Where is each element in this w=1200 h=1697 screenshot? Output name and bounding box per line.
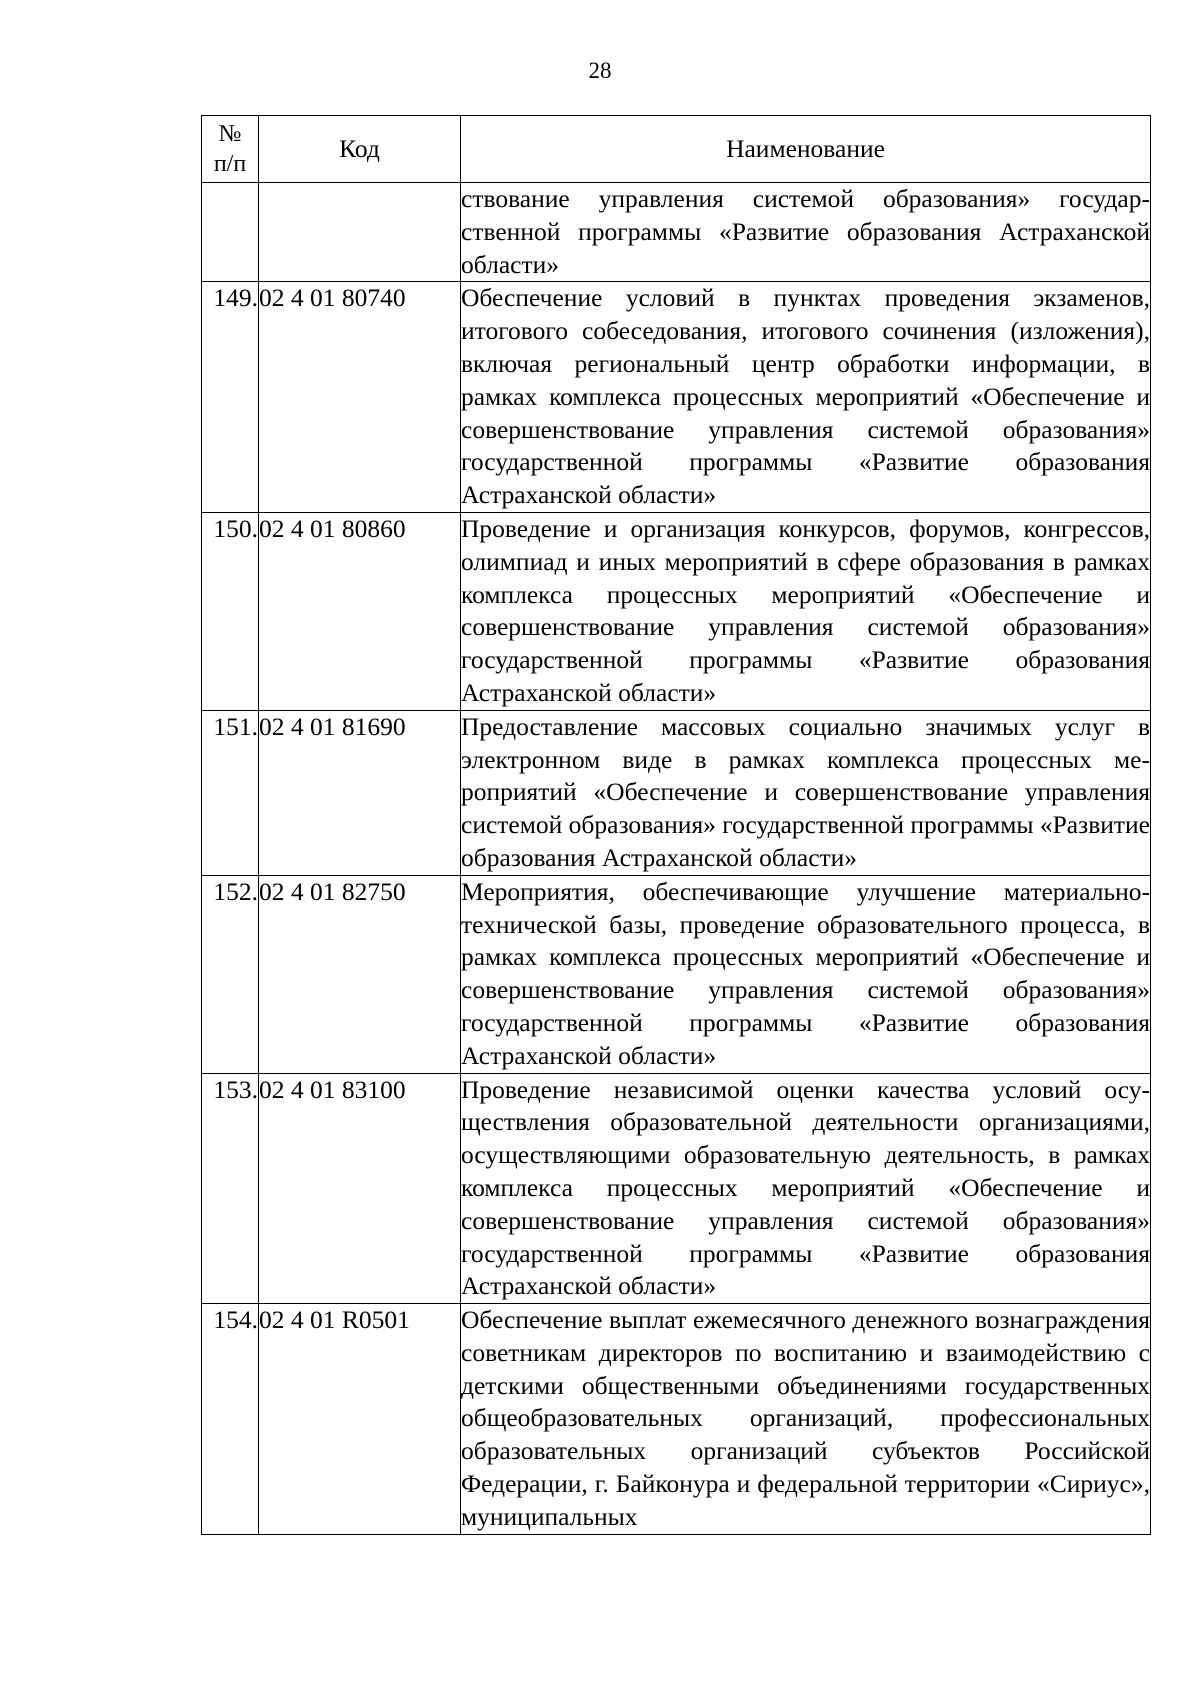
table-header-row <box>202 116 1151 183</box>
row-code <box>259 183 461 282</box>
row-number: 152. <box>202 875 259 1073</box>
row-code: 02 4 01 82750 <box>259 875 461 1073</box>
row-number: 151. <box>202 710 259 875</box>
header-num-symbol: № <box>218 121 242 147</box>
budget-code-table <box>201 115 1151 1535</box>
table-row <box>202 1304 1151 1535</box>
row-number <box>202 183 259 282</box>
row-code: 02 4 01 83100 <box>259 1073 461 1304</box>
row-name: Проведение и организация конкурсов, форумов, конгрессов, олимпиад и иных мероприятий в сфере образования в рамках комплекса процессных мероприятий «Обеспечение и совершенствование управления системой образования» государственной программы «Развитие образования Астраханской области» <box>461 512 1151 710</box>
row-number: 150. <box>202 512 259 710</box>
row-name: Предоставление массовых социально значимых услуг в электронном виде в рамках комплекса процессных мероприятий «Обеспечение и совершенствование управления системой образования» государственной программы «Развитие образования Астраханской области» <box>461 710 1151 875</box>
row-number: 154. <box>202 1304 259 1535</box>
header-code: Код <box>259 116 461 183</box>
row-number: 153. <box>202 1073 259 1304</box>
table-row <box>202 512 1151 710</box>
table-row <box>202 1073 1151 1304</box>
header-num-abbr: п/п <box>213 151 247 177</box>
row-name: Обеспечение выплат ежемесячного денежного вознаграждения советникам директоров по воспитанию и взаимодействию с детскими общественными объединениями государственных общеобразовательных организаций, профессиональных образовательных организаций субъектов Российской Федерации, г. Байконура и федеральной территории «Сириус», муниципальных <box>461 1304 1151 1535</box>
header-num <box>202 116 259 183</box>
row-name: ствование управления системой образования» государственной программы «Развитие образования Астраханской области» <box>461 183 1151 282</box>
header-name: Наименование <box>461 116 1151 183</box>
row-code: 02 4 01 80740 <box>259 282 461 513</box>
table-row <box>202 183 1151 282</box>
row-code: 02 4 01 80860 <box>259 512 461 710</box>
row-code: 02 4 01 R0501 <box>259 1304 461 1535</box>
row-code: 02 4 01 81690 <box>259 710 461 875</box>
row-name: Мероприятия, обеспечивающие улучшение материально-технической базы, проведение образовательного процесса, в рамках комплекса процессных мероприятий «Обеспечение и совершенствование управления системой образования» государственной программы «Развитие образования Астраханской области» <box>461 875 1151 1073</box>
page-number: 28 <box>588 58 612 83</box>
row-name: Обеспечение условий в пунктах проведения экзаменов, итогового собеседования, итогового сочинения (изложения), включая региональный центр обработки информации, в рамках комплекса процессных мероприятий «Обеспечение и совершенствование управления системой образования» государственной программы «Развитие образования Астраханской области» <box>461 282 1151 513</box>
row-number: 149. <box>202 282 259 513</box>
table-row <box>202 710 1151 875</box>
table-row <box>202 875 1151 1073</box>
row-name: Проведение независимой оценки качества условий осуществления образовательной деятельности организациями, осуществляющими образовательную деятельность, в рамках комплекса процессных мероприятий «Обеспечение и совершенствование управления системой образования» государственной программы «Развитие образования Астраханской области» <box>461 1073 1151 1304</box>
table-row <box>202 282 1151 513</box>
